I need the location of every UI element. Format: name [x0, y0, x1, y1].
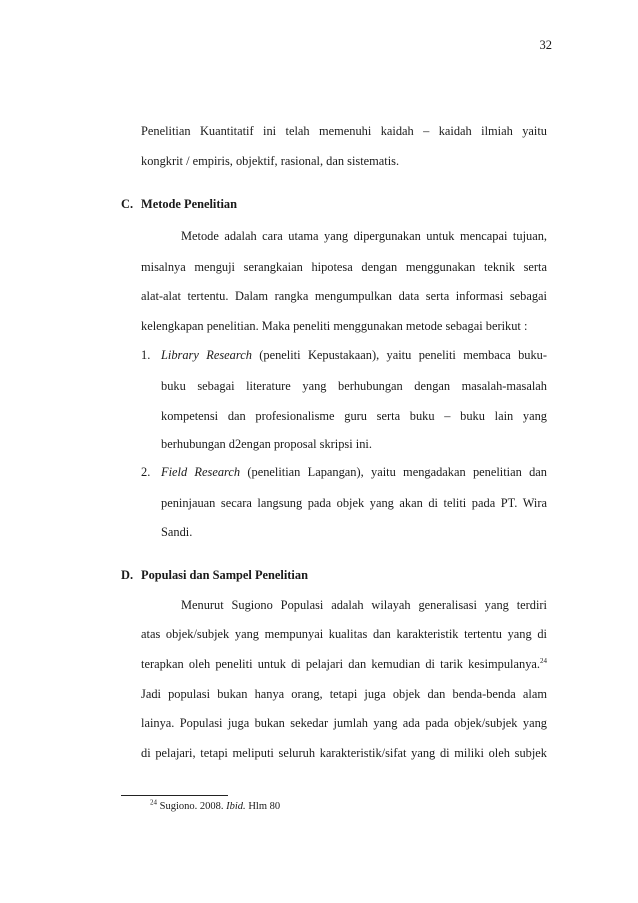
section-d-para-line-6: di pelajari, tetapi meliputi seluruh karakteristik/sifat yang di miliki oleh subjek [141, 746, 547, 760]
section-d-para-line-4: Jadi populasi bukan hanya orang, tetapi juga objek dan benda-benda alam [141, 687, 547, 701]
footnote-marker: 24 [150, 798, 157, 807]
section-d-para-line-5: lainya. Populasi juga bukan sekedar jumlah yang ada pada objek/subjek yang [141, 716, 547, 730]
intro-line-1: Penelitian Kuantitatif ini telah memenuhi kaidah – kaidah ilmiah yaitu [141, 124, 547, 138]
list-item-2-term: Field Research [161, 465, 241, 479]
section-c-para-line-3: alat-alat tertentu. Dalam rangka mengumpulkan data serta informasi sebagai [141, 289, 547, 303]
intro-line-2: kongkrit / empiris, objektif, rasional, dan sistematis. [141, 154, 400, 168]
list-item-2-line-1 [161, 464, 547, 480]
section-c-para-line-2: misalnya menguji serangkaian hipotesa dengan menggunakan teknik serta [141, 260, 547, 274]
list-item-1-line-1 [161, 347, 547, 363]
list-item-1-line-4: berhubungan d2engan proposal skripsi ini. [161, 437, 372, 451]
footnote-page: Hlm 80 [248, 801, 281, 812]
footnote [150, 798, 281, 812]
section-d-para-line-2: atas objek/subjek yang mempunyai kualitas dan karakteristik tertentu yang di [141, 627, 547, 641]
section-c-title: Metode Penelitian [141, 197, 238, 211]
footnote-author: Sugiono. 2008. [159, 801, 224, 812]
list-item-2-line-2: peninjauan secara langsung pada objek yang akan di teliti pada PT. Wira [161, 496, 547, 510]
footnote-rule [121, 795, 228, 796]
section-d-heading [121, 567, 308, 583]
section-c-heading [121, 196, 237, 212]
list-item-1-line-1-rest: (peneliti Kepustakaan), yaitu peneliti membaca buku- [259, 348, 547, 362]
footnote-reference: 24 [540, 656, 547, 665]
list-item-1-number: 1. [141, 348, 151, 362]
footnote-ibid: Ibid. [226, 801, 246, 812]
list-item-2-line-3: Sandi. [161, 525, 193, 539]
section-d-para-line-1: Menurut Sugiono Populasi adalah wilayah generalisasi yang terdiri [181, 598, 547, 612]
section-c-letter: C. [121, 197, 134, 211]
section-d-para-line-3-text: terapkan oleh peneliti untuk di pelajari dan kemudian di tarik kesimpulanya. [141, 657, 540, 671]
list-item-1-line-3: kompetensi dan profesionalisme guru serta buku – buku lain yang [161, 409, 547, 423]
list-item-1-line-2: buku sebagai literature yang berhubungan dengan masalah-masalah [161, 379, 547, 393]
section-d-para-line-3 [141, 656, 547, 672]
list-item-2-number: 2. [141, 465, 151, 479]
section-c-para-line-1: Metode adalah cara utama yang dipergunakan untuk mencapai tujuan, [181, 229, 547, 243]
section-d-title: Populasi dan Sampel Penelitian [141, 568, 308, 582]
list-item-2-line-1-rest: (penelitian Lapangan), yaitu mengadakan penelitian dan [247, 465, 547, 479]
section-d-letter: D. [121, 568, 134, 582]
list-item-1-term: Library Research [161, 348, 252, 362]
section-c-para-line-4: kelengkapan penelitian. Maka peneliti menggunakan metode sebagai berikut : [141, 319, 528, 333]
page-number: 32 [539, 38, 552, 52]
